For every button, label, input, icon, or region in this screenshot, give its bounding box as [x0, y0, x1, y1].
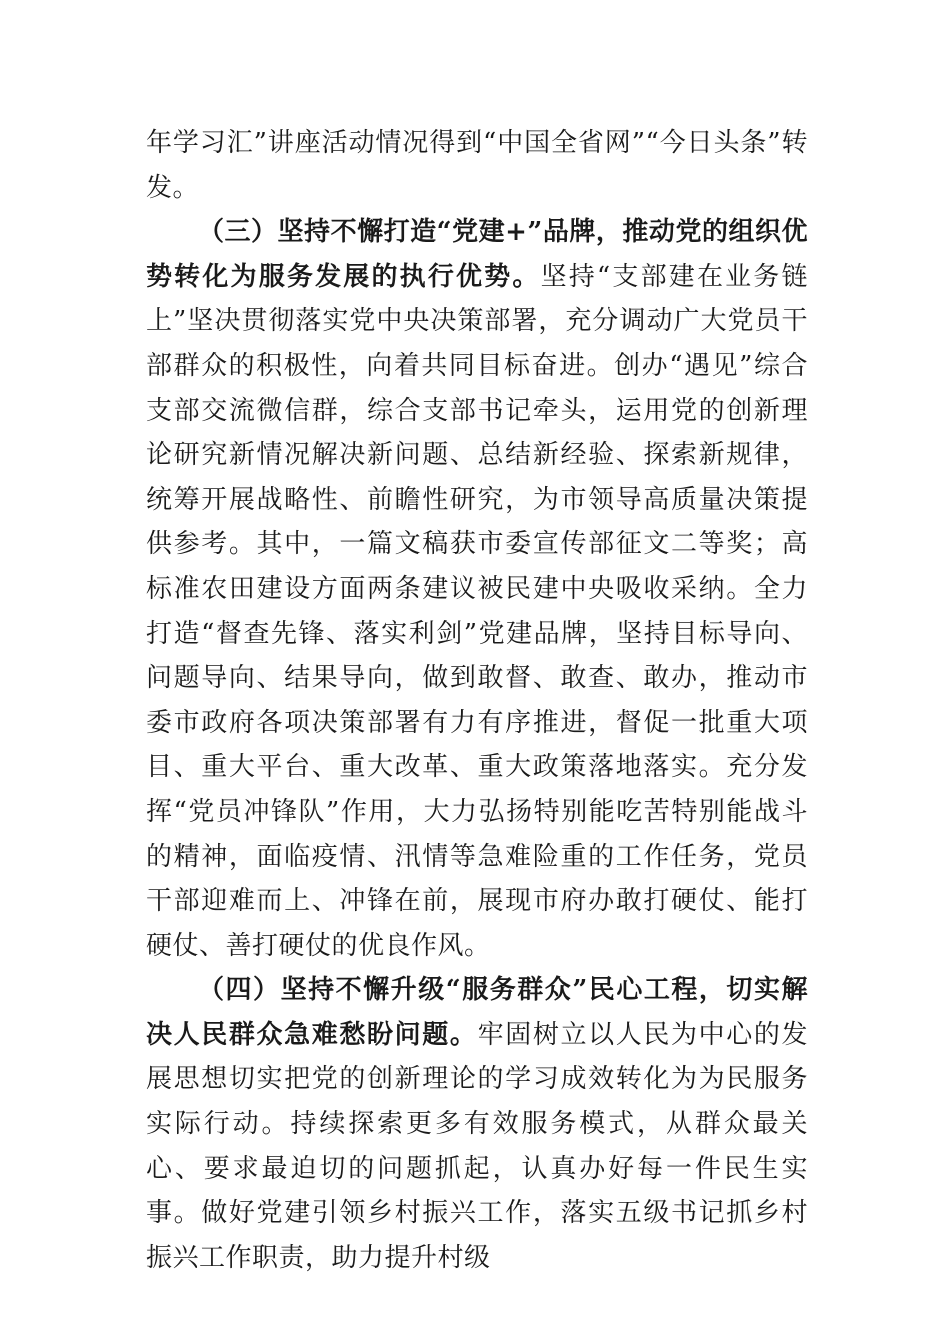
paragraph-section-four — [146, 968, 808, 1280]
paragraph-body: 坚持“支部建在业务链上”坚决贯彻落实党中央决策部署，充分调动广大党员干部群众的积极性，向着共同目标奋进。创办“遇见”综合支部交流微信群，综合支部书记牵头，运用党的创新理论研究新情况解决新问题、总结新经验、探索新规律，统筹开展战略性、前瞻性研究，为市领导高质量决策提供参考。其中，一篇文稿获市委宣传部征文二等奖；高标准农田建设方面两条建议被民建中央吸收采纳。全力打造“督查先锋、落实利剑”党建品牌，坚持目标导向、问题导向、结果导向，做到敢督、敢查、敢办，推动市委市政府各项决策部署有力有序推进，督促一批重大项目、重大平台、重大改革、重大政策落地落实。充分发挥“党员冲锋队”作用，大力弘扬特别能吃苦特别能战斗的精神，面临疫情、汛情等急难险重的工作任务，党员干部迎难而上、冲锋在前，展现市府办敢打硬仗、能打硬仗、善打硬仗的优良作风。 — [146, 261, 808, 961]
section-heading-four: （四）坚持不懈升级“服务群众”民心工程，切实解决人民群众急难愁盼问题。 — [146, 975, 808, 1050]
paragraph-section-three — [146, 210, 808, 968]
paragraph-continued — [146, 121, 808, 210]
paragraph-body: 牢固树立以人民为中心的发展思想切实把党的创新理论的学习成效转化为为民服务实际行动。持续探索更多有效服务模式，从群众最关心、要求最迫切的问题抓起，认真办好每一件民生实事。做好党建引领乡村振兴工作，落实五级书记抓乡村振兴工作职责，助力提升村级 — [146, 1019, 808, 1273]
section-heading-three: （三）坚持不懈打造“党建+”品牌，推动党的组织优势转化为服务发展的执行优势。 — [146, 217, 808, 292]
paragraph-body: 年学习汇”讲座活动情况得到“中国全省网”“今日头条”转发。 — [146, 128, 808, 203]
document-page — [146, 121, 808, 1280]
